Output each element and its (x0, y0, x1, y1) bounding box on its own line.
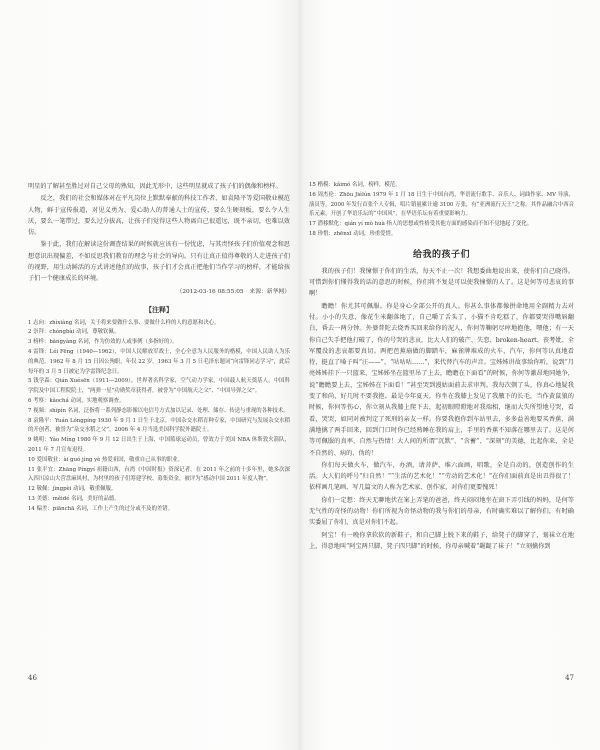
essay-paragraph: 你们一定想：终天无聊地伏在案上弄笔的爸爸，终天闷闷地坐在窗下弄引线的妈妈，是何等无气性的奇怪的动物！你们所视为奇怪动物的我与你们的母亲，有时确实难以了解你们，有时确实委屈了你们，真是对你们不起。 (309, 496, 574, 527)
article-paragraph: 反之，我们的社会和媒体对在平凡岗位上默默奉献的科技工作者、如袁隆平等爱国敬业模范人物，鲜于宣传报道，对见义勇为、爱心助人的普通人士的宣传，要么生硬刻板，要么令人生厌，要么一笔带过，要么过分拔高，让孩子们觉得这些人物离自己很遥远，既不亲切，也难以效仿。 (28, 195, 290, 237)
note-item: 18 珍惜：zhēnxī 动词，珍重爱惜。 (309, 230, 397, 237)
note-item: 4 雷锋：Léi Fēng（1940—1962），中国人民解放军战士，全心全意为人民服务的楷模，中国人民助人为乐的典范。1962 年 8 月 15 日因公殉职，年仅 22 岁。1963 年 3 月 5 日毛泽东题词“向雷锋同志学习”，此后每年的 3 月 5 日被定为学雷锋纪念日。 (28, 349, 290, 375)
note-item: 5 钱学森：Qián Xuésēn（1911—2009），世界著名科学家，空气动力学家，中国载人航天奠基人，中国科学院及中国工程院院士，“两弹一星”功勋奖章获得者，被誉为“中国航天之父”、“中国导弹之父”。 (28, 378, 290, 395)
essay-paragraph: 阿宝！有一晚你拿软软的新鞋子，和自己脚上脱下来的鞋子，给凳子的脚穿了，刬袜立在地上，得意地叫“阿宝两只脚，凳子四只脚”的时候，你母亲喊着“龌龊了袜子！”立刻擒你到 (309, 531, 574, 550)
essay-title: 给我的孩子们 (412, 249, 470, 260)
note-item: 13 美德：měidé 名词，美好的品德。 (28, 496, 120, 503)
note-item: 1 志向：zhìxiàng 名词，关于将来要做什么事、要做什么样的人的意愿和决心。 (28, 319, 220, 326)
essay-paragraph: 瞻瞻！你尤其可佩服。你是身心全部公开的真人。你甚么事体都像拼命地用全副精力去对付。小小的失意，像花生米翻落地了，自己嚼了舌头了，小猫不肯吃糕了，你都要哭得嘴唇翻白，昏去一两分钟。外婆普陀去烧香买回来给你的泥人，你何等鞠躬尽瘁地抱他，喂他；有一天你自己失手把他打破了，你的号哭的悲哀，比大人们的破产、失恋、broken-heart、丧考妣、全军覆没的悲哀都要真切。两把芭蕉扇做的脚踏车，麻雀牌堆成的火车、汽车，你何等认真地看待，挺直了嗓子叫“汪——”、“咕咕咕……”，来代替汽车的声音。宝姊姊讲故事给你听，说到“月亮姊姊挂下一只篮来，宝姊姊坐在篮里吊了上去，瞻瞻在下面看”的时候，你何等激昂地同她争，说“瞻瞻要上去，宝姊姊在下面看！”甚至哭到漫姑面前去求审判。我每次剃了头，你真心地疑我变了和尚，好几时不要我抱。最是今年夏天，你坐在我膝上发见了我腋下的长毛，当作黄鼠狼的时候，你何等伤心，你立刻从我膝上爬下去，起初眼瞪瞪地对我端相，继而大失所望地号哭，看看，哭哭，如同对被判定了死刑的亲友一样。你要我抱你到车站里去，多多益善地要买香蕉，满满地擒了两手回来，回到门口时你已经熟睡在我的肩上，手里的香蕉不知落在哪里去了。这是何等可佩服的真率、自然与热情！大人间的所谓“沉默”、“含蓄”、“深刻”的美德，比起你来，全是不自然的、病的、伪的！ (309, 302, 574, 457)
note-item: 16 周杰伦：Zhōu Jiélún 1979 年 1 月 18 日生于中国台湾，华语流行歌手、音乐人、词曲作家、MV 导演、演员等。2000 年发行首张个人专辑，唱片销量累计逾 3100 万张，有“亚洲流行天王”之称。其作品融合中西音乐元素，开创了华语乐坛的“中国风”，在华语乐坛有着重要影响力。 (309, 191, 574, 218)
page-number: 46 (28, 674, 37, 682)
note-item: 3 榜样：bǎngyàng 名词，作为仿效的人或事例（多指好的）。 (28, 339, 178, 346)
note-item: 17 潜移默化：qián yí mò huà 指人的思想或性格受其他方面的感染而不知不觉地起了变化。 (309, 221, 533, 228)
note-item: 9 姚明：Yáo Míng 1980 年 9 月 12 日出生于上海，中国篮球运动员，曾效力于美国 NBA 休斯敦火箭队，2011 年 7 月宣布退役。 (28, 437, 290, 454)
note-item: 10 爱国敬业：ài guó jìng yè 热爱祖国，敬重自己从事的职业。 (28, 456, 183, 463)
page-number: 47 (565, 674, 574, 682)
right-page-text-block (309, 181, 574, 553)
essay-paragraph: 我的孩子们！我憧憬于你们的生活，每天不止一次！我想委曲地说出来，使你们自己晓得。可惜到你们懂得我的话的意思的时候，你们将不复是可以使我憧憬的人了。这是何等可悲哀的事啊！ (309, 267, 574, 298)
notes-list (309, 181, 574, 240)
notes-heading: 【注释】 (145, 304, 173, 314)
left-page-text-block (28, 181, 290, 515)
note-item: 8 袁隆平：Yuán Lóngpíng 1930 年 9 月 1 日生于北京，中国杂交水稻育种专家，中国研究与发展杂交水稻的开创者，被誉为“杂交水稻之父”。2006 年 4 月当选美国科学院外籍院士。 (28, 417, 290, 434)
right-page (300, 0, 600, 750)
note-item: 15 楷模：kǎimó 名词，榜样，模范。 (309, 182, 401, 188)
note-item: 7 视频：shìpín 名词，泛指将一系列静态影像以电信号方式加以记录、处理、储存、传送与重现的各种技术。 (28, 407, 289, 414)
note-item: 2 崇拜：chóngbài 动词，尊敬钦佩。 (28, 329, 120, 336)
article-dateline: （2012-03-16 08:55:05 来源：新华网） (176, 288, 290, 295)
article-paragraph: 鉴于此，我们在解读这份调查结果的时候就应该有一份忧虑，与其责怪孩子们价值观念和思想意识出现偏差，不如反思我们教育的理念与社会的导向。只有让真正值得尊敬的人走进孩子们的视野，用生动鲜活的方式讲述他们的故事，孩子们才会真正把他们当作学习的榜样，才能给孩子们一个健康成长的环境。 (28, 241, 290, 283)
note-item: 12 敬佩：jìngpèi 动词，敬重佩服。 (28, 486, 117, 493)
notes-list (28, 319, 290, 515)
article-paragraph: 明星的了解甚至胜过对自己父母的熟知，因此无形中，这些明星就成了孩子们的偶像和榜样。 (28, 183, 282, 190)
essay-paragraph: 你们每天做火车，做汽车，办酒，请菩萨，堆六面画，唱歌，全是自动的，创造创作的生活。大人们的呼号“归自然！”“生活的艺术化！”“劳动的艺术化！”在你们面前真是出丑得很了！依样画几笔画，写几篇文的人称为艺术家、创作家，对你们更要愧死！ (309, 461, 574, 492)
note-item: 6 考察：kǎochá 动词，实地观察调查。 (28, 398, 125, 405)
note-item: 14 偏差：piānchā 名词，工作上产生的过分或不及的差错。 (28, 505, 174, 512)
note-item: 11 张平宜：Zhāng Píngyí 祖籍山西，台湾《中国时报》资深记者。在 2011 年之前的十多年里，她多次深入四川凉山大营盘麻风村，为村里的孩子们筹建学校、募集资金，被评为“感动中国 2011 年度人物”。 (28, 466, 290, 483)
